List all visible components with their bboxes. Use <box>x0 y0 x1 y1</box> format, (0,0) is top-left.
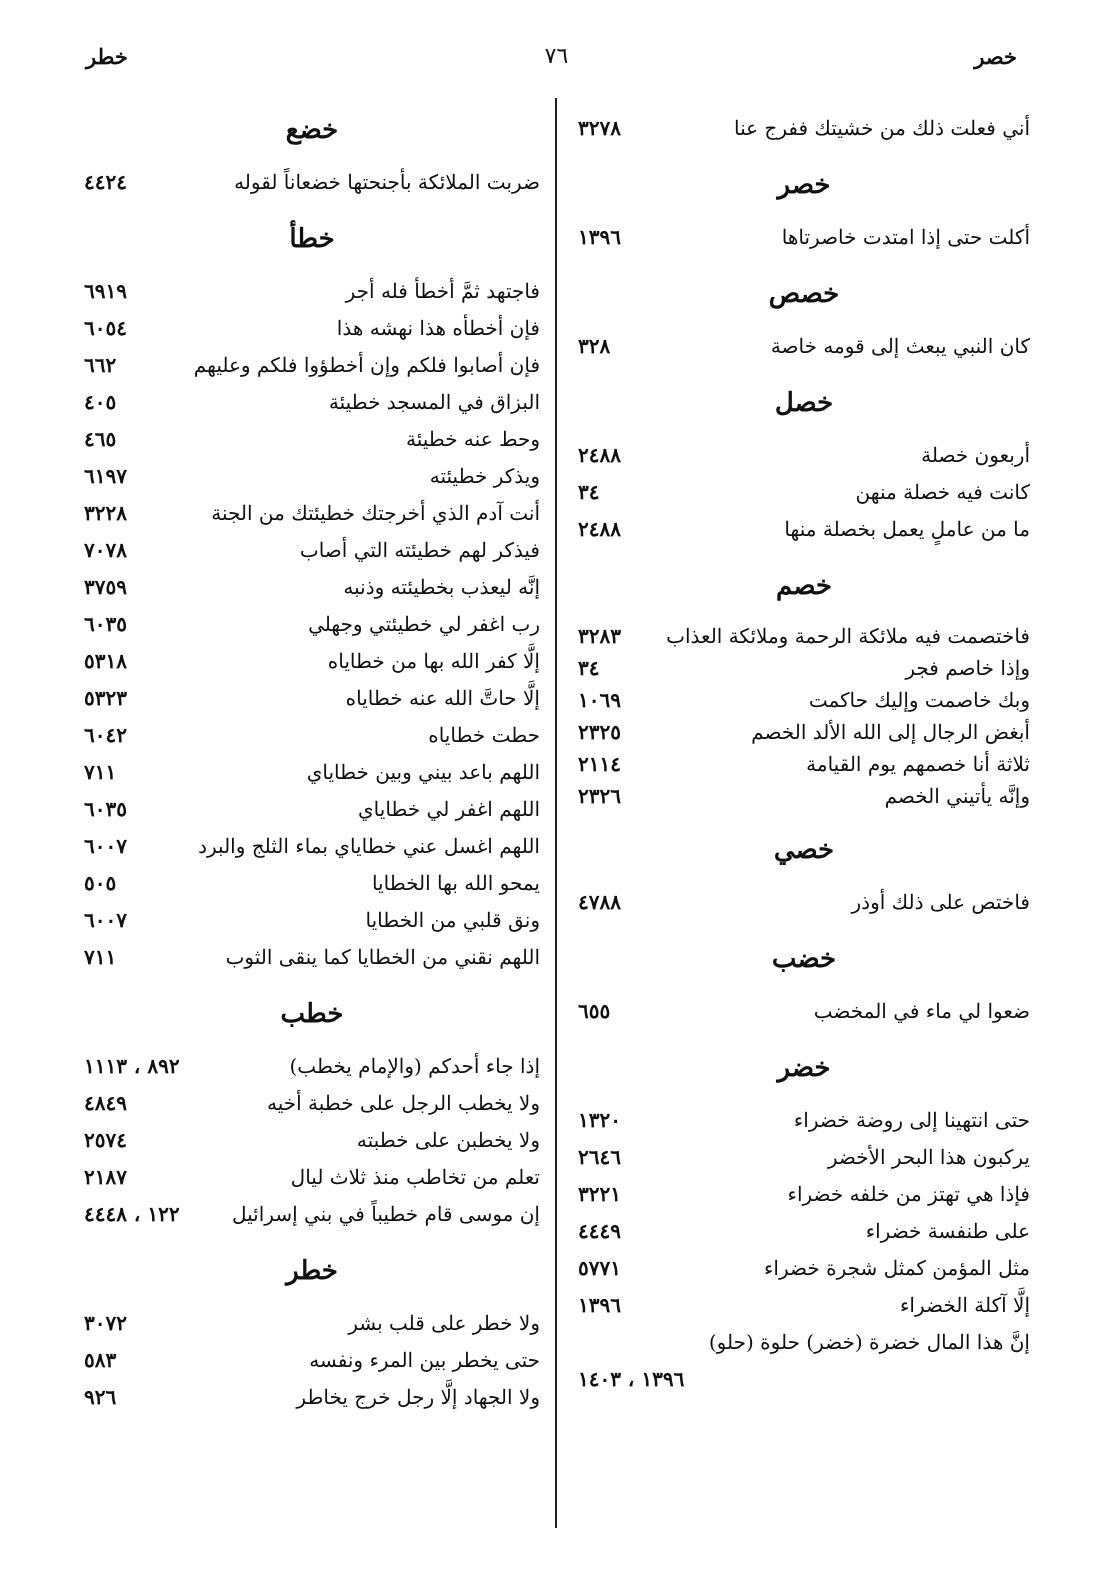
entry-text: تعلم من تخاطب منذ ثلاث ليال <box>290 1165 540 1189</box>
section-heading: خصل <box>774 388 834 418</box>
entry-number: ٢٤٨٨ <box>578 443 621 467</box>
section-heading: خصر <box>777 170 831 200</box>
entry-text: إنَّه ليعذب بخطيئته وذنبه <box>343 575 540 599</box>
section-heading: خضب <box>771 944 837 974</box>
entry-number: ٦٩١٩ <box>84 279 127 303</box>
entry-number: ١٣٩٦ ، ١٤٠٣ <box>578 1367 685 1391</box>
entry-number: ٦١٩٧ <box>84 464 127 488</box>
entry-text: أربعون خصلة <box>921 443 1030 467</box>
entry-text: اللهم باعد بيني وبين خطاياي <box>306 760 540 784</box>
entry-number: ١٢٢ ، ٤٤٤٨ <box>84 1202 180 1226</box>
entry-text: ولا يخطبن على خطبته <box>356 1128 540 1152</box>
entry-text: يمحو الله بها الخطايا <box>371 871 540 895</box>
entry-number: ٨٩٢ ، ١١١٣ <box>84 1054 180 1078</box>
entry-text: رب اغفر لي خطيئتي وجهلي <box>308 612 540 636</box>
entry-text: إن موسى قام خطيباً في بني إسرائيل <box>232 1202 540 1226</box>
entry-number: ٤٠٥ <box>84 390 117 414</box>
list-item <box>84 1122 540 1159</box>
section-heading: خضر <box>777 1053 831 1083</box>
entry-number: ٩٢٦ <box>84 1385 117 1409</box>
entry-text: أني فعلت ذلك من خشيتك ففرج عنا <box>733 116 1030 140</box>
entry-text: إلَّا كفر الله بها من خطاياه <box>327 649 540 673</box>
list-item <box>84 939 540 976</box>
entry-number: ٧٠٧٨ <box>84 538 127 562</box>
entry-number: ١٠٦٩ <box>578 688 621 712</box>
list-item <box>578 219 1030 256</box>
section-heading: خطر <box>286 1256 338 1286</box>
column-divider <box>555 98 557 1528</box>
entry-number: ٢٣٢٦ <box>578 784 621 808</box>
section-heading: خصص <box>768 279 840 309</box>
list-item <box>578 110 1030 147</box>
entry-text: ما من عاملٍ يعمل بخصلة منها <box>784 517 1030 541</box>
list-item <box>84 1342 540 1379</box>
entry-text: أكلت حتى إذا امتدت خاصرتاها <box>781 225 1030 249</box>
section-heading: خصم <box>776 571 832 601</box>
section-heading: خصي <box>773 835 835 865</box>
entry-text: اللهم اغسل عني خطاياي بماء الثلج والبرد <box>198 834 540 858</box>
entry-number: ٧١١ <box>84 760 117 784</box>
list-item <box>84 495 540 532</box>
list-item <box>578 1250 1030 1287</box>
entry-text: فاختص على ذلك أوذر <box>851 890 1030 914</box>
entry-number: ٦٠٥٤ <box>84 316 127 340</box>
section-heading: خطب <box>280 999 344 1029</box>
entry-text: ولا يخطب الرجل على خطبة أخيه <box>267 1091 540 1115</box>
entry-text: على طنفسة خضراء <box>865 1219 1030 1243</box>
list-item <box>578 993 1030 1030</box>
entry-text: كان النبي يبعث إلى قومه خاصة <box>770 334 1030 358</box>
entry-number: ٦٠٣٥ <box>84 797 127 821</box>
entry-text: حطت خطاياه <box>428 723 540 747</box>
entry-text: وإذا خاصم فجر <box>905 656 1030 680</box>
running-head-left: خطر <box>86 44 128 69</box>
entry-number: ٦٠٣٥ <box>84 612 127 636</box>
list-item <box>84 384 540 421</box>
list-item <box>578 1139 1030 1176</box>
list-item <box>84 1085 540 1122</box>
entry-number: ٥٨٣ <box>84 1348 117 1372</box>
section-heading: خضع <box>285 115 339 145</box>
entry-number: ٤٦٥ <box>84 427 117 451</box>
list-item <box>84 532 540 569</box>
list-item <box>84 606 540 643</box>
list-item <box>578 437 1030 474</box>
list-item <box>578 748 1030 780</box>
entry-number: ٥٠٥ <box>84 871 117 895</box>
list-item <box>84 791 540 828</box>
entry-text: اللهم اغفر لي خطاياي <box>358 797 540 821</box>
list-item <box>578 1324 1030 1361</box>
list-item <box>578 1213 1030 1250</box>
entry-text: فاجتهد ثمَّ أخطأ فله أجر <box>345 279 540 303</box>
right-column <box>578 110 1030 1398</box>
entry-number: ٢١٨٧ <box>84 1165 127 1189</box>
entry-number: ٣٢٧٨ <box>578 116 621 140</box>
list-item <box>84 164 540 201</box>
list-item <box>84 1048 540 1085</box>
entry-number: ٢٤٨٨ <box>578 517 621 541</box>
list-item <box>84 1159 540 1196</box>
entry-number: ٣٠٧٢ <box>84 1311 127 1335</box>
list-item <box>84 273 540 310</box>
page-number: ٧٦ <box>544 44 569 69</box>
entry-number: ١٣٢٠ <box>578 1108 621 1132</box>
list-item <box>84 421 540 458</box>
entry-number: ٤٤٤٩ <box>578 1219 621 1243</box>
entry-number: ٦٠٤٢ <box>84 723 127 747</box>
entry-number: ٥٧٧١ <box>578 1256 621 1280</box>
entry-text: حتى يخطر بين المرء ونفسه <box>309 1348 540 1372</box>
entry-number: ٤٤٢٤ <box>84 170 127 194</box>
entry-number: ٦٠٠٧ <box>84 834 127 858</box>
entry-text: كانت فيه خصلة منهن <box>855 480 1030 504</box>
list-item <box>578 652 1030 684</box>
entry-text: أبغض الرجال إلى الله الألد الخصم <box>751 720 1030 744</box>
entry-text: ضعوا لي ماء في المخضب <box>813 999 1030 1023</box>
entry-number: ٣٤ <box>578 480 600 504</box>
list-item <box>578 328 1030 365</box>
entry-number: ٦٠٠٧ <box>84 908 127 932</box>
entry-number: ٣٢٨٣ <box>578 624 621 648</box>
list-item <box>84 865 540 902</box>
section-heading: خطأ <box>289 224 335 254</box>
entry-text: يركبون هذا البحر الأخضر <box>827 1145 1030 1169</box>
entry-number: ٣٢٢٨ <box>84 501 127 525</box>
list-item <box>84 754 540 791</box>
entry-text: إلَّا حاتَّ الله عنه خطاياه <box>345 686 540 710</box>
entry-text: البزاق في المسجد خطيئة <box>328 390 540 414</box>
entry-text: وإنَّه يأتيني الخصم <box>884 784 1030 808</box>
entry-number: ٣٢٢١ <box>578 1182 621 1206</box>
entry-text: وحط عنه خطيئة <box>406 427 540 451</box>
entry-text: حتى انتهينا إلى روضة خضراء <box>793 1108 1030 1132</box>
list-item <box>84 310 540 347</box>
entry-number: ٦٦٢ <box>84 353 117 377</box>
entry-text: إذا جاء أحدكم (والإمام يخطب) <box>289 1054 540 1078</box>
list-item <box>578 474 1030 511</box>
entry-text: فإذا هي تهتز من خلفه خضراء <box>787 1182 1030 1206</box>
list-item <box>84 643 540 680</box>
entry-text: ولا الجهاد إلَّا رجل خرج يخاطر <box>296 1385 540 1409</box>
entry-text: فإن أخطأه هذا نهشه هذا <box>336 316 540 340</box>
entry-number: ٣٤ <box>578 656 600 680</box>
list-item <box>578 780 1030 812</box>
list-item <box>578 716 1030 748</box>
entry-text: ولا خطر على قلب بشر <box>348 1311 540 1335</box>
entry-text: أنت آدم الذي أخرجتك خطيئتك من الجنة <box>211 501 540 525</box>
entry-number: ٦٥٥ <box>578 999 611 1023</box>
entry-text: فإن أصابوا فلكم وإن أخطؤوا فلكم وعليهم <box>193 353 540 377</box>
list-item <box>578 1102 1030 1139</box>
entry-number: ٤٨٤٩ <box>84 1091 127 1115</box>
entry-number: ٢٣٢٥ <box>578 720 621 744</box>
list-item <box>84 902 540 939</box>
entry-number: ٢٥٧٤ <box>84 1128 127 1152</box>
entry-text: ضربت الملائكة بأجنحتها خضعاناً لقوله <box>234 170 540 194</box>
list-item <box>84 569 540 606</box>
left-column <box>84 110 540 1416</box>
entry-number: ٢٦٤٦ <box>578 1145 621 1169</box>
list-item <box>84 1379 540 1416</box>
list-item <box>578 1287 1030 1324</box>
list-item <box>84 458 540 495</box>
entry-text: ونق قلبي من الخطايا <box>365 908 540 932</box>
list-item <box>84 347 540 384</box>
list-item <box>84 717 540 754</box>
entry-text: فيذكر لهم خطيئته التي أصاب <box>299 538 540 562</box>
list-item <box>84 680 540 717</box>
entry-text: إنَّ هذا المال خضرة (خضر) حلوة (حلو) <box>708 1330 1030 1354</box>
list-item <box>84 828 540 865</box>
entry-number: ٣٢٨ <box>578 334 611 358</box>
running-head-right: خصر <box>974 44 1017 69</box>
entry-text: إلَّا آكلة الخضراء <box>900 1293 1030 1317</box>
entry-text: فاختصمت فيه ملائكة الرحمة وملائكة العذاب <box>666 624 1030 648</box>
list-item <box>578 1361 1030 1398</box>
entry-text: ثلاثة أنا خصمهم يوم القيامة <box>806 752 1030 776</box>
entry-number: ٤٧٨٨ <box>578 890 621 914</box>
entry-number: ٥٣٢٣ <box>84 686 127 710</box>
list-item <box>578 684 1030 716</box>
entry-number: ١٣٩٦ <box>578 1293 621 1317</box>
list-item <box>578 1176 1030 1213</box>
page-header <box>0 44 1113 84</box>
entry-text: وبك خاصمت وإليك حاكمت <box>808 688 1030 712</box>
entry-number: ٣٧٥٩ <box>84 575 127 599</box>
list-item <box>578 511 1030 548</box>
list-item <box>84 1196 540 1233</box>
entry-number: ٧١١ <box>84 945 117 969</box>
entry-text: ويذكر خطيئته <box>429 464 540 488</box>
list-item <box>578 620 1030 652</box>
list-item <box>84 1305 540 1342</box>
entry-text: اللهم نقني من الخطايا كما ينقى الثوب <box>225 945 540 969</box>
list-item <box>578 884 1030 921</box>
entry-text: مثل المؤمن كمثل شجرة خضراء <box>764 1256 1030 1280</box>
entry-number: ١٣٩٦ <box>578 225 621 249</box>
entry-number: ٥٣١٨ <box>84 649 127 673</box>
entry-number: ٢١١٤ <box>578 752 621 776</box>
